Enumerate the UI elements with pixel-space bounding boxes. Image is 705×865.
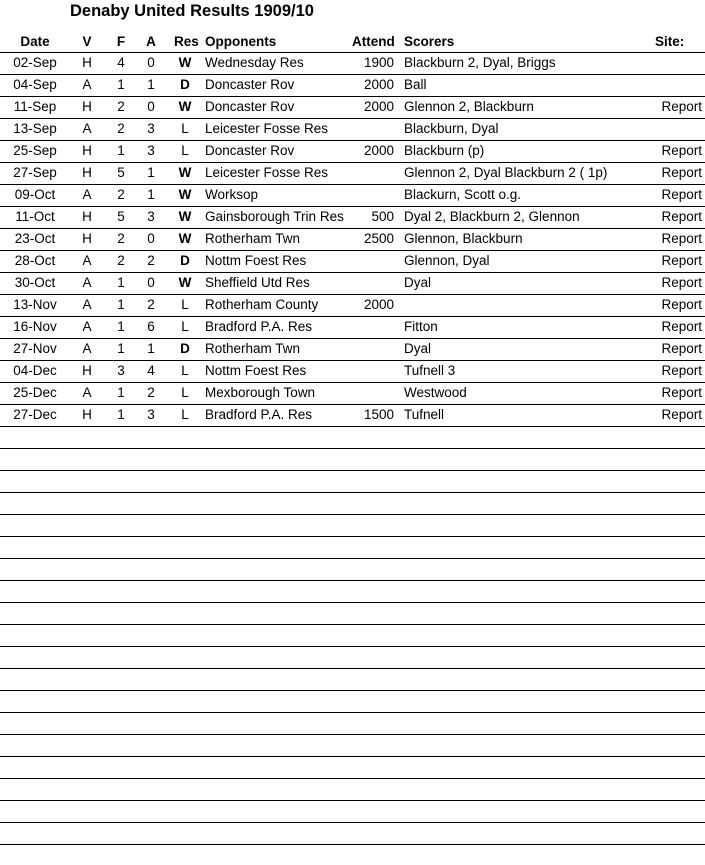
- attendance: [352, 272, 394, 294]
- match-date: 25-Dec: [13, 385, 57, 400]
- match-date: 13-Sep: [13, 121, 57, 136]
- match-date: 11-Oct: [15, 209, 55, 224]
- venue: A: [82, 253, 92, 268]
- header-site: Site:: [655, 34, 685, 49]
- goals-against: 2: [147, 253, 155, 268]
- opponent: Bradford P.A. Res: [205, 319, 313, 334]
- scorers: Dyal: [404, 275, 432, 290]
- table-header: [0, 30, 705, 53]
- scorers: Blackburn 2, Dyal, Briggs: [404, 55, 556, 70]
- match-date: 09-Oct: [14, 187, 56, 202]
- venue: A: [82, 121, 92, 136]
- empty-row-line: [0, 580, 705, 581]
- venue: A: [82, 275, 92, 290]
- opponent: Leicester Fosse Res: [205, 121, 329, 136]
- table-row: [0, 118, 705, 141]
- table-row: [0, 140, 705, 163]
- attendance: [352, 250, 394, 272]
- empty-row-line: [0, 558, 705, 559]
- scorers: Dyal 2, Blackburn 2, Glennon: [404, 209, 580, 224]
- result: L: [181, 385, 189, 400]
- result: L: [181, 143, 189, 158]
- goals-for: 2: [117, 121, 125, 136]
- goals-against: 0: [147, 231, 155, 246]
- attendance: [352, 338, 394, 360]
- header-for: F: [116, 34, 126, 49]
- empty-row-line: [0, 712, 705, 713]
- goals-against: 3: [147, 143, 155, 158]
- goals-for: 2: [117, 253, 125, 268]
- table-row: [0, 52, 705, 75]
- goals-against: 3: [147, 407, 155, 422]
- goals-against: 3: [147, 209, 155, 224]
- site-report-link[interactable]: Report: [661, 99, 702, 114]
- match-date: 28-Oct: [14, 253, 56, 268]
- scorers: Glennon, Dyal: [404, 253, 490, 268]
- goals-for: 1: [117, 407, 125, 422]
- attendance: [352, 316, 394, 338]
- table-row: [0, 206, 705, 229]
- goals-for: 1: [117, 341, 125, 356]
- site-report-link[interactable]: Report: [661, 253, 702, 268]
- table-row: [0, 74, 705, 97]
- match-date: 23-Oct: [14, 231, 56, 246]
- scorers: Ball: [404, 77, 427, 92]
- site-report-link[interactable]: Report: [661, 319, 702, 334]
- opponent: Rotherham Twn: [205, 231, 301, 246]
- result: L: [181, 297, 189, 312]
- site-report-link[interactable]: Report: [661, 143, 702, 158]
- attendance: [352, 118, 394, 140]
- scorers: Glennon 2, Dyal Blackburn 2 ( 1p): [404, 165, 608, 180]
- table-row: [0, 338, 705, 361]
- table-row: [0, 184, 705, 207]
- goals-for: 2: [117, 187, 125, 202]
- empty-row-line: [0, 624, 705, 625]
- empty-row-line: [0, 602, 705, 603]
- site-report-link[interactable]: Report: [661, 385, 702, 400]
- table-row: [0, 360, 705, 383]
- header-against: A: [146, 34, 156, 49]
- site-report-link[interactable]: Report: [661, 275, 702, 290]
- site-report-link[interactable]: Report: [661, 341, 702, 356]
- venue: H: [82, 363, 92, 378]
- venue: A: [82, 319, 92, 334]
- page-title: Denaby United Results 1909/10: [70, 2, 314, 20]
- site-report-link[interactable]: Report: [661, 187, 702, 202]
- table-row: [0, 272, 705, 295]
- match-date: 04-Sep: [13, 77, 57, 92]
- result: W: [178, 275, 192, 290]
- empty-row-line: [0, 756, 705, 757]
- goals-against: 1: [147, 187, 155, 202]
- venue: H: [82, 99, 92, 114]
- opponent: Worksop: [205, 187, 259, 202]
- scorers: [404, 294, 644, 316]
- empty-row-line: [0, 668, 705, 669]
- empty-row-line: [0, 646, 705, 647]
- result: L: [181, 363, 189, 378]
- goals-for: 4: [117, 55, 125, 70]
- site-report-link[interactable]: Report: [661, 165, 702, 180]
- site-report-link[interactable]: Report: [661, 407, 702, 422]
- result: D: [180, 253, 190, 268]
- empty-row-line: [0, 822, 705, 823]
- opponent: Bradford P.A. Res: [205, 407, 313, 422]
- match-date: 02-Sep: [13, 55, 57, 70]
- attendance: [352, 360, 394, 382]
- venue: A: [82, 341, 92, 356]
- scorers: Blackburn (p): [404, 143, 485, 158]
- match-date: 16-Nov: [13, 319, 57, 334]
- site-report-link[interactable]: Report: [661, 363, 702, 378]
- result: D: [180, 77, 190, 92]
- header-scorers: Scorers: [404, 34, 455, 49]
- venue: A: [82, 187, 92, 202]
- attendance: 1900: [363, 55, 394, 70]
- empty-row-line: [0, 514, 705, 515]
- opponent: Wednesday Res: [205, 55, 304, 70]
- goals-for: 1: [117, 319, 125, 334]
- header-venue: V: [82, 34, 92, 49]
- result: W: [178, 187, 192, 202]
- empty-row-line: [0, 734, 705, 735]
- match-date: 27-Nov: [13, 341, 57, 356]
- table-row: [0, 382, 705, 405]
- attendance: 2000: [363, 297, 394, 312]
- site-report-link: [640, 74, 702, 96]
- opponent: Rotherham Twn: [205, 341, 301, 356]
- attendance: 500: [371, 209, 394, 224]
- goals-for: 1: [117, 143, 125, 158]
- empty-row-line: [0, 800, 705, 801]
- attendance: 2000: [363, 77, 394, 92]
- match-date: 25-Sep: [13, 143, 57, 158]
- venue: H: [82, 407, 92, 422]
- header-result: Res: [174, 34, 199, 49]
- match-date: 27-Sep: [13, 165, 57, 180]
- result: W: [178, 165, 192, 180]
- attendance: 1500: [363, 407, 394, 422]
- attendance: 2000: [363, 143, 394, 158]
- goals-against: 1: [147, 165, 155, 180]
- site-report-link[interactable]: Report: [661, 209, 702, 224]
- opponent: Doncaster Rov: [205, 99, 295, 114]
- venue: H: [82, 231, 92, 246]
- opponent: Doncaster Rov: [205, 77, 295, 92]
- venue: H: [82, 165, 92, 180]
- table-row: [0, 404, 705, 427]
- site-report-link: [640, 118, 702, 140]
- site-report-link: [640, 52, 702, 74]
- result: L: [181, 407, 189, 422]
- goals-against: 0: [147, 275, 155, 290]
- opponent: Doncaster Rov: [205, 143, 295, 158]
- empty-row-line: [0, 470, 705, 471]
- goals-for: 1: [117, 297, 125, 312]
- result: W: [178, 99, 192, 114]
- empty-row-line: [0, 690, 705, 691]
- scorers: Fitton: [404, 319, 438, 334]
- attendance: 2500: [363, 231, 394, 246]
- match-date: 11-Sep: [13, 99, 57, 114]
- goals-against: 4: [147, 363, 155, 378]
- goals-against: 6: [147, 319, 155, 334]
- empty-row-line: [0, 536, 705, 537]
- table-row: [0, 294, 705, 317]
- venue: H: [82, 143, 92, 158]
- venue: H: [82, 209, 92, 224]
- attendance: 2000: [363, 99, 394, 114]
- goals-for: 1: [117, 275, 125, 290]
- result: W: [178, 231, 192, 246]
- scorers: Tufnell: [404, 407, 445, 422]
- result: D: [180, 341, 190, 356]
- empty-row-line: [0, 448, 705, 449]
- venue: A: [82, 77, 92, 92]
- header-opponents: Opponents: [205, 34, 277, 49]
- table-row: [0, 96, 705, 119]
- opponent: Sheffield Utd Res: [205, 275, 310, 290]
- empty-row-line: [0, 492, 705, 493]
- site-report-link[interactable]: Report: [661, 297, 702, 312]
- goals-for: 5: [117, 165, 125, 180]
- match-date: 13-Nov: [13, 297, 57, 312]
- opponent: Leicester Fosse Res: [205, 165, 329, 180]
- table-row: [0, 316, 705, 339]
- table-row: [0, 162, 705, 185]
- result: W: [178, 209, 192, 224]
- result: L: [181, 121, 189, 136]
- goals-against: 0: [147, 99, 155, 114]
- header-attend: Attend: [352, 34, 395, 49]
- attendance: [352, 382, 394, 404]
- attendance: [352, 162, 394, 184]
- opponent: Mexborough Town: [205, 385, 316, 400]
- scorers: Tufnell 3: [404, 363, 456, 378]
- empty-row-line: [0, 778, 705, 779]
- result: W: [178, 55, 192, 70]
- result: L: [181, 319, 189, 334]
- venue: A: [82, 297, 92, 312]
- goals-against: 3: [147, 121, 155, 136]
- goals-for: 1: [117, 385, 125, 400]
- match-date: 27-Dec: [13, 407, 57, 422]
- goals-against: 0: [147, 55, 155, 70]
- venue: A: [82, 385, 92, 400]
- header-date: Date: [20, 34, 50, 49]
- scorers: Westwood: [404, 385, 467, 400]
- goals-for: 2: [117, 99, 125, 114]
- scorers: Glennon, Blackburn: [404, 231, 523, 246]
- goals-against: 2: [147, 297, 155, 312]
- goals-against: 1: [147, 77, 155, 92]
- scorers: Dyal: [404, 341, 432, 356]
- opponent: Nottm Foest Res: [205, 363, 307, 378]
- opponent: Rotherham County: [205, 297, 319, 312]
- venue: H: [82, 55, 92, 70]
- match-date: 30-Oct: [14, 275, 56, 290]
- table-row: [0, 228, 705, 251]
- goals-against: 2: [147, 385, 155, 400]
- opponent: Gainsborough Trin Res: [205, 209, 344, 224]
- scorers: Blackurn, Scott o.g.: [404, 187, 522, 202]
- table-row: [0, 250, 705, 273]
- site-report-link[interactable]: Report: [661, 231, 702, 246]
- scorers: Glennon 2, Blackburn: [404, 99, 534, 114]
- empty-row-line: [0, 844, 705, 845]
- opponent: Nottm Foest Res: [205, 253, 307, 268]
- goals-for: 1: [117, 77, 125, 92]
- match-date: 04-Dec: [13, 363, 57, 378]
- goals-for: 2: [117, 231, 125, 246]
- goals-against: 1: [147, 341, 155, 356]
- attendance: [352, 184, 394, 206]
- goals-for: 5: [117, 209, 125, 224]
- goals-for: 3: [117, 363, 125, 378]
- scorers: Blackburn, Dyal: [404, 121, 499, 136]
